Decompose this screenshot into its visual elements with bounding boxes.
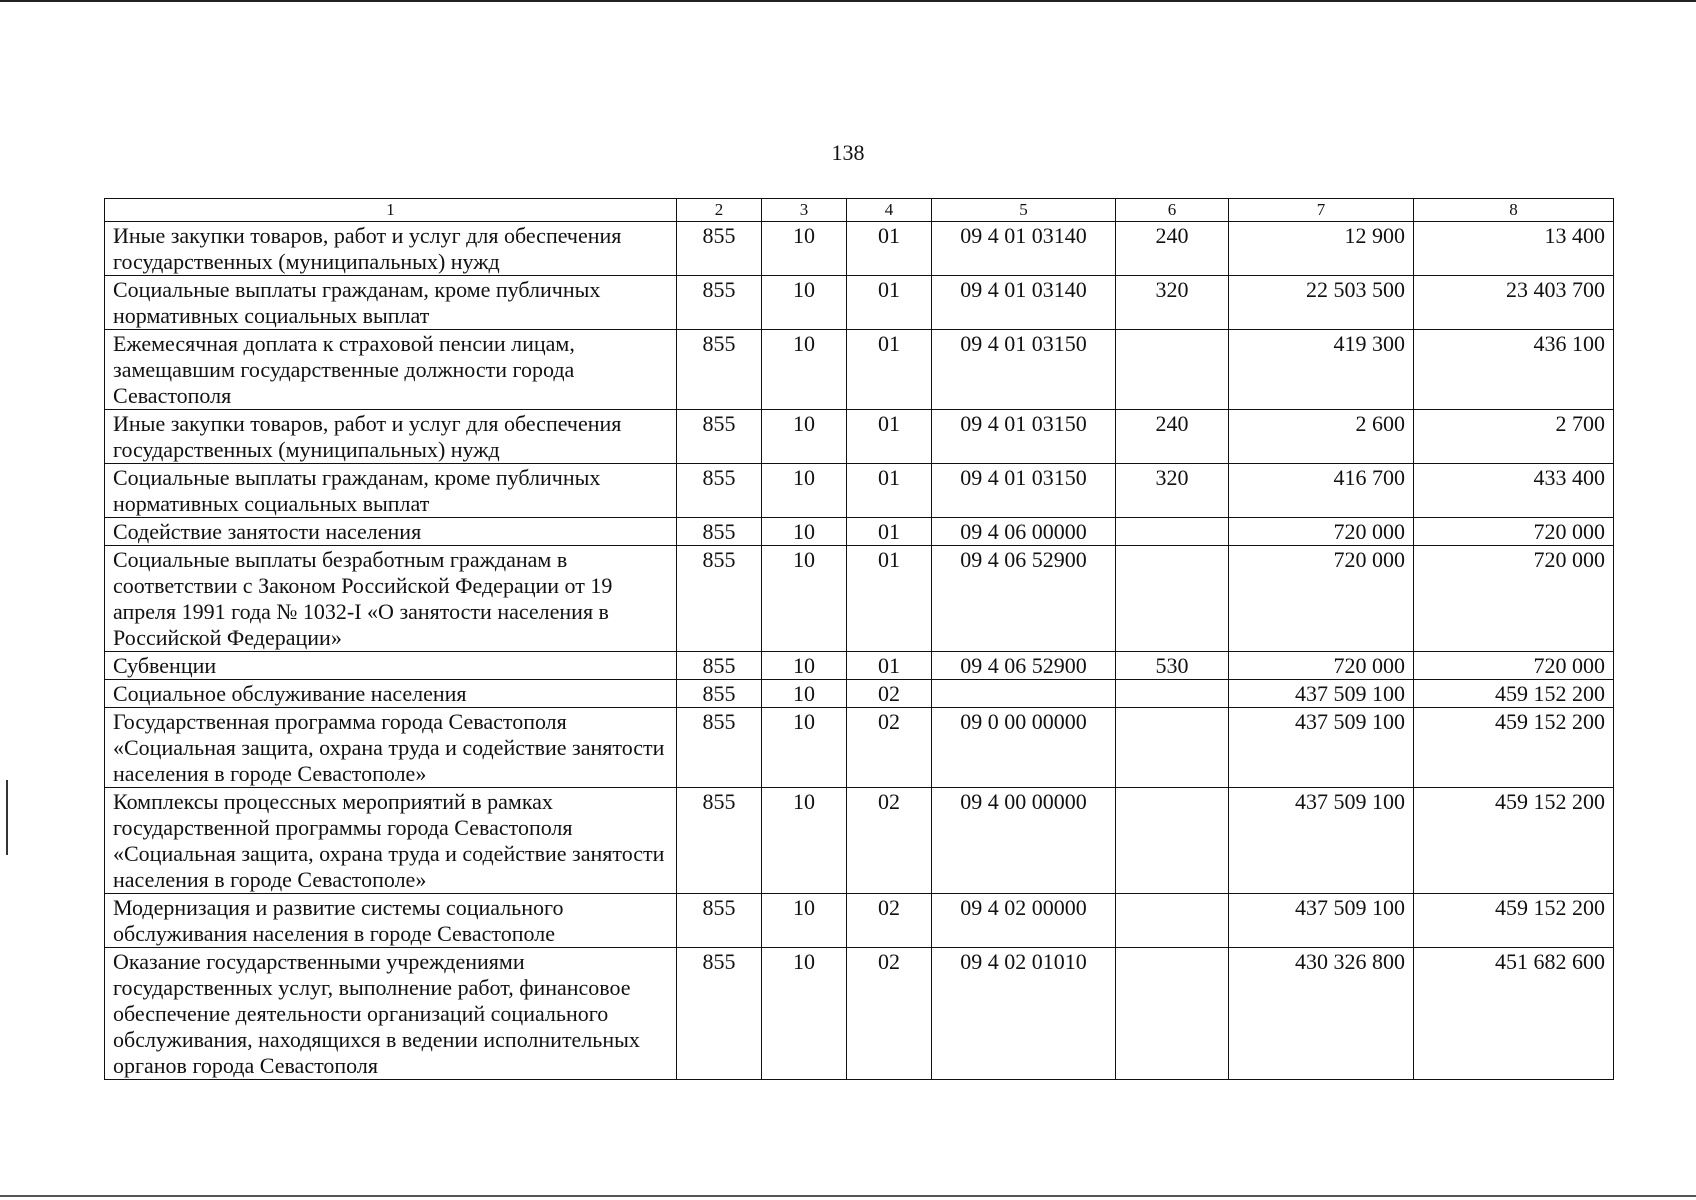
expense-type-code (1116, 788, 1229, 894)
scan-edge-bottom (0, 1195, 1696, 1197)
column-number: 8 (1414, 199, 1614, 222)
table-row (105, 948, 1614, 1080)
ministry-code: 855 (677, 708, 762, 788)
subsection-code: 01 (847, 410, 932, 464)
amount-year-1: 437 509 100 (1229, 788, 1414, 894)
amount-year-1: 437 509 100 (1229, 894, 1414, 948)
amount-year-2: 13 400 (1414, 222, 1614, 276)
table-body (105, 222, 1614, 1080)
table-row (105, 788, 1614, 894)
expense-name: Социальное обслуживание населения (105, 680, 677, 708)
expense-type-code: 240 (1116, 222, 1229, 276)
section-code: 10 (762, 222, 847, 276)
ministry-code: 855 (677, 330, 762, 410)
table-row (105, 652, 1614, 680)
amount-year-2: 23 403 700 (1414, 276, 1614, 330)
subsection-code: 01 (847, 222, 932, 276)
expense-type-code (1116, 680, 1229, 708)
column-number: 2 (677, 199, 762, 222)
expense-type-code (1116, 518, 1229, 546)
expense-name: Ежемесячная доплата к страховой пенсии лицам, замещавшим государственные должности города Севастополя (105, 330, 677, 410)
amount-year-2: 720 000 (1414, 652, 1614, 680)
ministry-code: 855 (677, 948, 762, 1080)
amount-year-1: 437 509 100 (1229, 708, 1414, 788)
table-row (105, 708, 1614, 788)
table-row (105, 222, 1614, 276)
subsection-code: 01 (847, 330, 932, 410)
subsection-code: 01 (847, 276, 932, 330)
section-code: 10 (762, 546, 847, 652)
section-code: 10 (762, 652, 847, 680)
subsection-code: 02 (847, 894, 932, 948)
expense-type-code (1116, 546, 1229, 652)
amount-year-2: 2 700 (1414, 410, 1614, 464)
expense-type-code (1116, 330, 1229, 410)
column-number: 7 (1229, 199, 1414, 222)
target-article-code: 09 4 01 03150 (932, 464, 1116, 518)
amount-year-1: 720 000 (1229, 546, 1414, 652)
amount-year-2: 433 400 (1414, 464, 1614, 518)
table-row (105, 546, 1614, 652)
expense-type-code (1116, 948, 1229, 1080)
subsection-code: 01 (847, 464, 932, 518)
budget-table (104, 198, 1614, 1080)
amount-year-2: 459 152 200 (1414, 788, 1614, 894)
ministry-code: 855 (677, 222, 762, 276)
expense-name: Иные закупки товаров, работ и услуг для обеспечения государственных (муниципальных) нужд (105, 222, 677, 276)
page-number: 138 (831, 140, 865, 165)
amount-year-1: 22 503 500 (1229, 276, 1414, 330)
section-code: 10 (762, 464, 847, 518)
subsection-code: 02 (847, 680, 932, 708)
section-code: 10 (762, 276, 847, 330)
section-code: 10 (762, 330, 847, 410)
subsection-code: 02 (847, 708, 932, 788)
column-number: 1 (105, 199, 677, 222)
ministry-code: 855 (677, 652, 762, 680)
expense-name: Социальные выплаты безработным гражданам в соответствии с Законом Российской Федерации от 19 апреля 1991 года № 1032-I «О занятости населения в Российской Федерации» (105, 546, 677, 652)
target-article-code (932, 680, 1116, 708)
expense-name: Социальные выплаты гражданам, кроме публичных нормативных социальных выплат (105, 464, 677, 518)
amount-year-2: 459 152 200 (1414, 894, 1614, 948)
target-article-code: 09 4 01 03140 (932, 222, 1116, 276)
ministry-code: 855 (677, 680, 762, 708)
ministry-code: 855 (677, 464, 762, 518)
amount-year-1: 430 326 800 (1229, 948, 1414, 1080)
amount-year-1: 2 600 (1229, 410, 1414, 464)
section-code: 10 (762, 708, 847, 788)
subsection-code: 02 (847, 948, 932, 1080)
subsection-code: 01 (847, 546, 932, 652)
ministry-code: 855 (677, 410, 762, 464)
expense-name: Содействие занятости населения (105, 518, 677, 546)
amount-year-1: 720 000 (1229, 652, 1414, 680)
target-article-code: 09 4 06 00000 (932, 518, 1116, 546)
expense-type-code (1116, 894, 1229, 948)
expense-type-code: 240 (1116, 410, 1229, 464)
amount-year-2: 720 000 (1414, 518, 1614, 546)
table-row (105, 330, 1614, 410)
column-number: 3 (762, 199, 847, 222)
expense-name: Социальные выплаты гражданам, кроме публичных нормативных социальных выплат (105, 276, 677, 330)
expense-name: Оказание государственными учреждениями государственных услуг, выполнение работ, финансовое обеспечение деятельности организаций социального обслуживания, находящихся в ведении исполнительных органов города Севастополя (105, 948, 677, 1080)
amount-year-2: 459 152 200 (1414, 708, 1614, 788)
expense-name: Модернизация и развитие системы социального обслуживания населения в городе Севастополе (105, 894, 677, 948)
target-article-code: 09 4 02 00000 (932, 894, 1116, 948)
amount-year-2: 436 100 (1414, 330, 1614, 410)
target-article-code: 09 4 01 03150 (932, 410, 1116, 464)
expense-name: Комплексы процессных мероприятий в рамках государственной программы города Севастополя «Социальная защита, охрана труда и содействие занятости населения в городе Севастополе» (105, 788, 677, 894)
expense-type-code: 320 (1116, 464, 1229, 518)
ministry-code: 855 (677, 276, 762, 330)
column-number: 6 (1116, 199, 1229, 222)
section-code: 10 (762, 788, 847, 894)
table-row (105, 410, 1614, 464)
amount-year-2: 720 000 (1414, 546, 1614, 652)
expense-type-code: 320 (1116, 276, 1229, 330)
column-number: 5 (932, 199, 1116, 222)
amount-year-1: 416 700 (1229, 464, 1414, 518)
target-article-code: 09 4 02 01010 (932, 948, 1116, 1080)
amount-year-1: 437 509 100 (1229, 680, 1414, 708)
section-code: 10 (762, 948, 847, 1080)
table-row (105, 680, 1614, 708)
table-row (105, 276, 1614, 330)
expense-name: Государственная программа города Севастополя «Социальная защита, охрана труда и содействие занятости населения в городе Севастополе» (105, 708, 677, 788)
ministry-code: 855 (677, 894, 762, 948)
amount-year-1: 419 300 (1229, 330, 1414, 410)
expense-name: Иные закупки товаров, работ и услуг для обеспечения государственных (муниципальных) нужд (105, 410, 677, 464)
target-article-code: 09 4 01 03140 (932, 276, 1116, 330)
scan-edge-left (6, 780, 8, 855)
target-article-code: 09 4 00 00000 (932, 788, 1116, 894)
amount-year-1: 12 900 (1229, 222, 1414, 276)
amount-year-1: 720 000 (1229, 518, 1414, 546)
table-row (105, 464, 1614, 518)
target-article-code: 09 4 06 52900 (932, 546, 1116, 652)
ministry-code: 855 (677, 788, 762, 894)
amount-year-2: 459 152 200 (1414, 680, 1614, 708)
ministry-code: 855 (677, 518, 762, 546)
expense-name: Субвенции (105, 652, 677, 680)
ministry-code: 855 (677, 546, 762, 652)
expense-type-code: 530 (1116, 652, 1229, 680)
target-article-code: 09 4 01 03150 (932, 330, 1116, 410)
section-code: 10 (762, 518, 847, 546)
target-article-code: 09 0 00 00000 (932, 708, 1116, 788)
section-code: 10 (762, 410, 847, 464)
expense-type-code (1116, 708, 1229, 788)
subsection-code: 01 (847, 652, 932, 680)
section-code: 10 (762, 894, 847, 948)
target-article-code: 09 4 06 52900 (932, 652, 1116, 680)
amount-year-2: 451 682 600 (1414, 948, 1614, 1080)
column-number: 4 (847, 199, 932, 222)
column-number-row (105, 199, 1614, 222)
table-row (105, 894, 1614, 948)
section-code: 10 (762, 680, 847, 708)
scan-edge-top (0, 0, 1696, 2)
table-row (105, 518, 1614, 546)
subsection-code: 02 (847, 788, 932, 894)
subsection-code: 01 (847, 518, 932, 546)
